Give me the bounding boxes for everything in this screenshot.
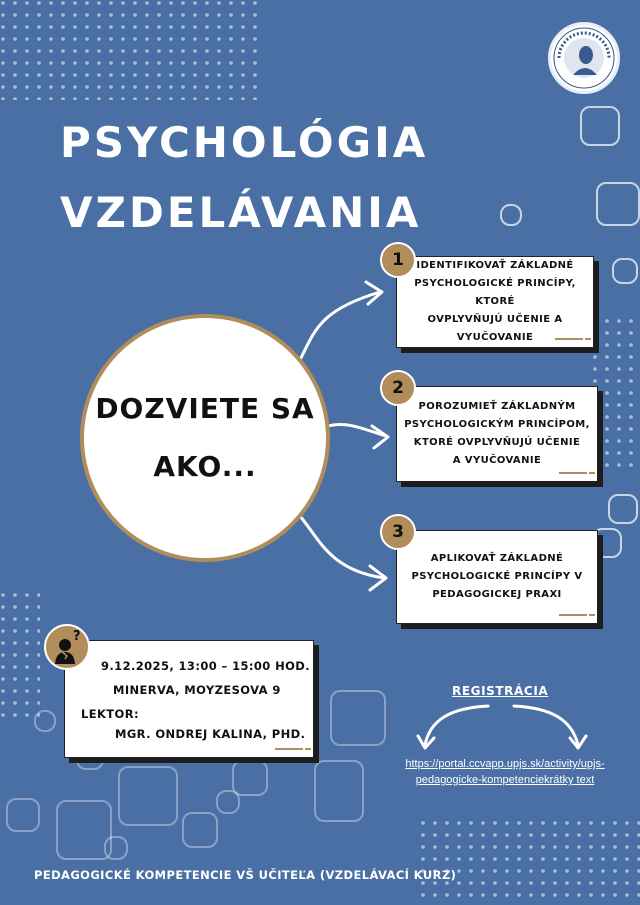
- registration-link-line-1[interactable]: https://portal.ccvapp.upjs.sk/activity/upjs-: [405, 758, 605, 770]
- registration-link-line-2[interactable]: pedagogicke-kompetenciekrátky text: [415, 774, 595, 786]
- step-3-line: APLIKOVAŤ ZÁKLADNÉ: [430, 553, 564, 564]
- accent-dash: [559, 614, 587, 616]
- center-line-1: DOZVIETE SA: [95, 392, 315, 425]
- registration-link[interactable]: [380, 756, 630, 788]
- step-number-2: 2: [380, 370, 416, 406]
- lector-label: LEKTOR:: [81, 707, 139, 721]
- step-2-line: KTORÉ OVPLYVŇUJÚ UČENIE: [413, 437, 581, 448]
- event-place: MINERVA, MOYZESOVA 9: [113, 683, 281, 697]
- step-1-line: PSYCHOLOGICKÉ PRINCÍPY, KTORÉ: [414, 278, 576, 307]
- lector-name: MGR. ONDREJ KALINA, PHD.: [115, 727, 306, 741]
- step-3-line: PSYCHOLOGICKÉ PRINCÍPY V: [411, 571, 583, 582]
- step-card-1: [396, 256, 594, 348]
- step-1-line: OVPLYVŇUJÚ UČENIE A: [427, 314, 563, 325]
- step-3-line: PEDAGOGICKEJ PRAXI: [432, 589, 562, 600]
- svg-text:?: ?: [73, 629, 81, 644]
- footer-course-name: PEDAGOGICKÉ KOMPETENCIE VŠ UČITEĽA (VZDELÁVACÍ KURZ): [34, 868, 457, 882]
- step-1-line: IDENTIFIKOVAŤ ZÁKLADNÉ: [416, 260, 574, 271]
- step-1-line: VYUČOVANIE: [456, 332, 534, 343]
- title-line-1: PSYCHOLÓGIA: [60, 118, 429, 167]
- step-card-3: [396, 530, 598, 624]
- center-line-2: AKO...: [153, 450, 257, 483]
- accent-dash: [555, 338, 583, 340]
- step-2-line: POROZUMIEŤ ZÁKLADNÝM: [418, 401, 576, 412]
- accent-dash: [559, 472, 587, 474]
- registration-label: REGISTRÁCIA: [452, 684, 549, 698]
- arrow-head-2: [372, 426, 388, 448]
- event-datetime: 9.12.2025, 13:00 – 15:00 HOD.: [101, 659, 311, 673]
- center-circle: [80, 314, 330, 562]
- step-card-2: [396, 386, 598, 482]
- question-badge: [44, 624, 90, 670]
- step-number-1: 1: [380, 242, 416, 278]
- event-info-card: [64, 640, 314, 758]
- step-number-3: 3: [380, 514, 416, 550]
- accent-dash: [275, 748, 303, 750]
- thinking-person-icon: [46, 626, 88, 668]
- step-2-line: PSYCHOLOGICKÝM PRINCÍPOM,: [404, 419, 590, 430]
- registration-arrow-right: [514, 706, 578, 745]
- step-2-line: A VYUČOVANIE: [452, 455, 542, 466]
- title-line-2: VZDELÁVANIA: [60, 188, 422, 237]
